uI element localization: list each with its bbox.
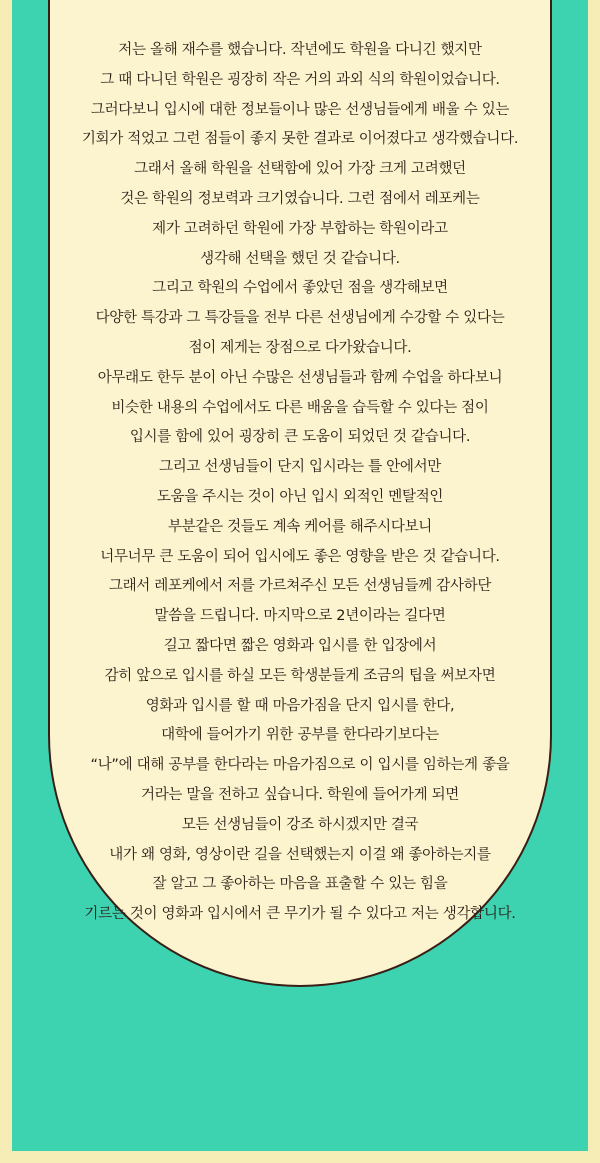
- review-line: 그리고 학원의 수업에서 좋았던 점을 생각해보면: [152, 280, 448, 297]
- review-line: 거라는 말을 전하고 싶습니다. 학원에 들어가게 되면: [140, 786, 459, 803]
- review-line: 감히 앞으로 입시를 하실 모든 학생분들게 조금의 팁을 써보자면: [104, 667, 496, 684]
- review-line: 도움을 주시는 것이 아닌 입시 외적인 멘탈적인: [156, 488, 444, 505]
- review-line: 말씀을 드립니다. 마지막으로 2년이라는 길다면: [154, 608, 446, 625]
- review-line: 기회가 적었고 그런 점들이 좋지 못한 결과로 이어졌다고 생각했습니다.: [81, 131, 519, 148]
- review-line: 그래서 레포케에서 저를 가르쳐주신 모든 선생님들께 감사하단: [108, 578, 492, 595]
- review-line: 잘 알고 그 좋아하는 마음을 표출할 수 있는 힘을: [152, 876, 448, 893]
- review-line: 그러다보니 입시에 대한 정보들이나 많은 선생님들에게 배울 수 있는: [90, 101, 510, 118]
- review-line: 다양한 특강과 그 특강들을 전부 다른 선생님에게 수강할 수 있다는: [95, 310, 505, 327]
- review-line: 아무래도 한두 분이 아닌 수많은 선생님들과 함께 수업을 하다보니: [97, 369, 503, 386]
- review-line: 그래서 올해 학원을 선택함에 있어 가장 크게 고려했던: [134, 161, 466, 178]
- review-line: 점이 제게는 장점으로 다가왔습니다.: [188, 339, 412, 356]
- review-line: 영화과 입시를 할 때 마음가짐을 단지 입시를 한다,: [145, 697, 455, 714]
- review-line: 모든 선생님들이 강조 하시겠지만 결국: [181, 816, 419, 833]
- review-line: 비슷한 내용의 수업에서도 다른 배움을 습득할 수 있다는 점이: [111, 399, 489, 416]
- review-line: 생각해 선택을 했던 것 같습니다.: [200, 250, 400, 267]
- review-line: 대학에 들어가기 위한 공부를 한다라기보다는: [161, 727, 439, 744]
- review-line: 길고 짧다면 짧은 영화과 입시를 한 입장에서: [163, 637, 437, 654]
- review-line: 내가 왜 영화, 영상이란 길을 선택했는지 이걸 왜 좋아하는지를: [109, 846, 491, 863]
- review-line: 너무너무 큰 도움이 되어 입시에도 좋은 영향을 받은 것 같습니다.: [100, 548, 500, 565]
- review-line: 저는 올해 재수를 했습니다. 작년에도 학원을 다니긴 했지만: [118, 42, 482, 58]
- review-line: 그 때 다니던 학원은 굉장히 작은 거의 과외 식의 학원이었습니다.: [100, 71, 500, 88]
- review-line: 부분같은 것들도 계속 케어를 해주시다보니: [168, 518, 432, 535]
- review-line: 입시를 함에 있어 굉장히 큰 도움이 되었던 것 같습니다.: [129, 429, 471, 446]
- review-line: 것은 학원의 정보력과 크기였습니다. 그런 점에서 레포케는: [120, 190, 480, 207]
- review-line: “나”에 대해 공부를 한다라는 마음가짐으로 이 입시를 임하는게 좋을: [90, 757, 510, 774]
- review-line: 제가 고려하던 학원에 가장 부합하는 학원이라고: [152, 220, 448, 237]
- review-line: 기르는 것이 영화과 입시에서 큰 무기가 될 수 있다고 저는 생각합니다.: [84, 906, 516, 923]
- review-line: 그리고 선생님들이 단지 입시라는 틀 안에서만: [159, 459, 441, 476]
- review-text: [24, 36, 576, 930]
